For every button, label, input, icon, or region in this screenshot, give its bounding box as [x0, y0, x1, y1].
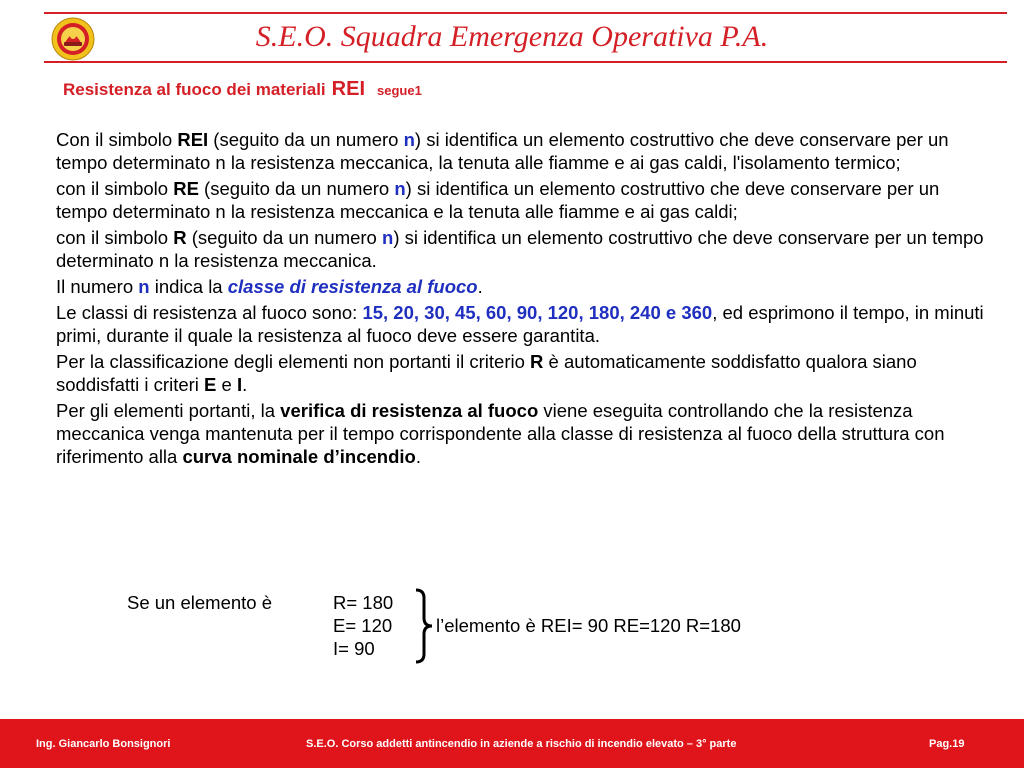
subtitle-text: Resistenza al fuoco dei materiali: [63, 80, 326, 99]
paragraph-re: con il simbolo RE (seguito da un numero n) si identifica un elemento costruttivo che deve conservare per un tempo determinato n la resistenza meccanica e la tenuta alle fiamme e ai gas caldi;: [56, 178, 940, 222]
slide-subtitle: [63, 76, 422, 104]
footer-course: S.E.O. Corso addetti antincendio in aziende a rischio di incendio elevato – 3° parte: [306, 738, 737, 750]
paragraph-numero-n: Il numero n indica la classe di resistenza al fuoco.: [56, 276, 483, 297]
page-title: S.E.O. Squadra Emergenza Operativa P.A.: [255, 20, 769, 53]
footer-page-number: Pag.19: [929, 738, 965, 750]
paragraph-portanti: Per gli elementi portanti, la verifica di resistenza al fuoco viene eseguita controllando che la resistenza meccanica venga mantenuta per il tempo corrispondente alla classe di resistenza al fuoco della struttura con riferimento alla curva nominale d’incendio.: [56, 400, 945, 467]
paragraph-rei: Con il simbolo REI (seguito da un numero n) si identifica un elemento costruttivo che deve conservare per un tempo determinato n la resistenza meccanica, la tenuta alle fiamme e ai gas caldi, l'isolamento termico;: [56, 129, 949, 173]
paragraph-classi: Le classi di resistenza al fuoco sono: 15, 20, 30, 45, 60, 90, 120, 180, 240 e 360, ed esprimono il tempo, in minuti primi, durante il quale la resistenza al fuoco deve essere garantita.: [56, 302, 984, 346]
header-bottom-rule: [44, 61, 1007, 63]
subtitle-segue: segue1: [377, 83, 422, 98]
example-e-value: E= 120: [333, 615, 393, 636]
curly-brace-icon: [410, 588, 436, 664]
paragraph-non-portanti: Per la classificazione degli elementi non portanti il criterio R è automaticamente soddisfatto qualora siano soddisfatti i criteri E e I.: [56, 351, 917, 395]
example-result: l’elemento è REI= 90 RE=120 R=180: [436, 615, 741, 636]
paragraph-r: con il simbolo R (seguito da un numero n) si identifica un elemento costruttivo che deve conservare per un tempo determinato n la resistenza meccanica.: [56, 227, 984, 271]
example-r-value: R= 180: [333, 592, 394, 613]
header-top-rule: [44, 12, 1007, 14]
example-lead: Se un elemento è: [127, 592, 273, 613]
body-text: [56, 128, 986, 471]
subtitle-rei: REI: [331, 78, 365, 100]
example-i-value: I= 90: [333, 638, 375, 659]
footer-author: Ing. Giancarlo Bonsignori: [36, 738, 171, 750]
footer-bar: [0, 719, 1024, 768]
